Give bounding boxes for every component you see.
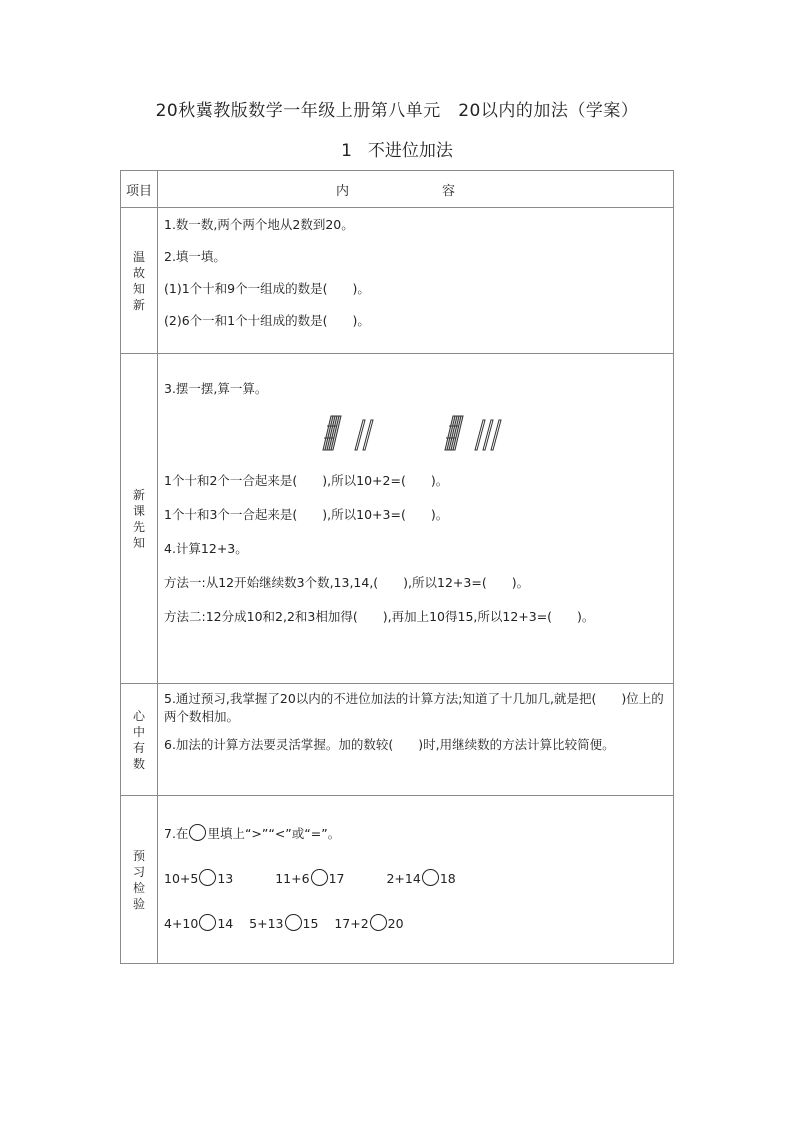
answer-circle-icon[interactable] [285, 914, 302, 931]
compare-item: 5+13 15 [249, 916, 319, 931]
lesson-title [0, 136, 794, 161]
section-content-summary [158, 684, 674, 796]
counting-blocks-illustration [164, 404, 667, 456]
question-4: 4.计算12+3。 [164, 541, 248, 556]
question-3-2: 1个十和3个一合起来是( ),所以10+3=( )。 [164, 507, 449, 522]
section-label-review: 温故知新 [121, 208, 158, 354]
compare-item: 17+2 20 [334, 916, 404, 931]
answer-circle-icon[interactable] [422, 869, 439, 886]
lesson-name: 不进位加法 [367, 141, 453, 161]
header-item: 项目 [121, 171, 158, 208]
question-3: 3.摆一摆,算一算。 [164, 381, 268, 396]
question-2-1: (1)1个十和9个一组成的数是( )。 [164, 281, 370, 296]
blocks-ten-and-three [437, 410, 517, 456]
question-2-2: (2)6个一和1个十组成的数是( )。 [164, 313, 370, 328]
section-label-check: 预习检验 [121, 796, 158, 964]
question-7 [164, 824, 667, 843]
blocks-ten-and-two [315, 410, 385, 456]
compare-row-2 [164, 914, 667, 933]
worksheet-table [120, 170, 674, 964]
section-preview [121, 354, 674, 684]
question-5: 5.通过预习,我掌握了20以内的不进位加法的计算方法;知道了十几加几,就是把( )位上的两个数相加。 [164, 691, 664, 724]
answer-circle-icon[interactable] [311, 869, 328, 886]
section-content-preview [158, 354, 674, 684]
answer-circle-icon[interactable] [199, 869, 216, 886]
question-7-suffix: 里填上“>”“<”或“=”。 [207, 826, 341, 841]
question-6: 6.加法的计算方法要灵活掌握。加的数较( )时,用继续数的方法计算比较简便。 [164, 737, 615, 752]
header-content: 内 容 [158, 171, 674, 208]
answer-circle-icon[interactable] [370, 914, 387, 931]
lesson-number: 1 [341, 141, 352, 161]
section-check [121, 796, 674, 964]
section-content-review [158, 208, 674, 354]
section-summary [121, 684, 674, 796]
section-label-preview: 新课先知 [121, 354, 158, 684]
compare-item: 10+5 13 [164, 871, 234, 886]
compare-row-1 [164, 869, 667, 888]
table-header-row [121, 171, 674, 208]
ten-bundle-three-sticks-icon [437, 410, 517, 456]
question-1: 1.数一数,两个两个地从2数到20。 [164, 217, 354, 232]
question-2: 2.填一填。 [164, 249, 226, 264]
section-label-summary: 心中有数 [121, 684, 158, 796]
section-content-check [158, 796, 674, 964]
question-7-prefix: 7.在 [164, 826, 189, 841]
compare-item: 11+6 17 [275, 871, 345, 886]
compare-item: 4+10 14 [164, 916, 234, 931]
compare-circle-icon [189, 824, 206, 841]
compare-item: 2+14 18 [386, 871, 456, 886]
section-review [121, 208, 674, 354]
question-4-method-1: 方法一:从12开始继续数3个数,13,14,( ),所以12+3=( )。 [164, 575, 530, 590]
question-3-1: 1个十和2个一合起来是( ),所以10+2=( )。 [164, 473, 449, 488]
document-title: 20秋冀教版数学一年级上册第八单元 20以内的加法（学案） [155, 101, 639, 121]
ten-bundle-two-sticks-icon [315, 410, 385, 456]
question-4-method-2: 方法二:12分成10和2,2和3相加得( ),再加上10得15,所以12+3=( )。 [164, 609, 595, 624]
answer-circle-icon[interactable] [199, 914, 216, 931]
